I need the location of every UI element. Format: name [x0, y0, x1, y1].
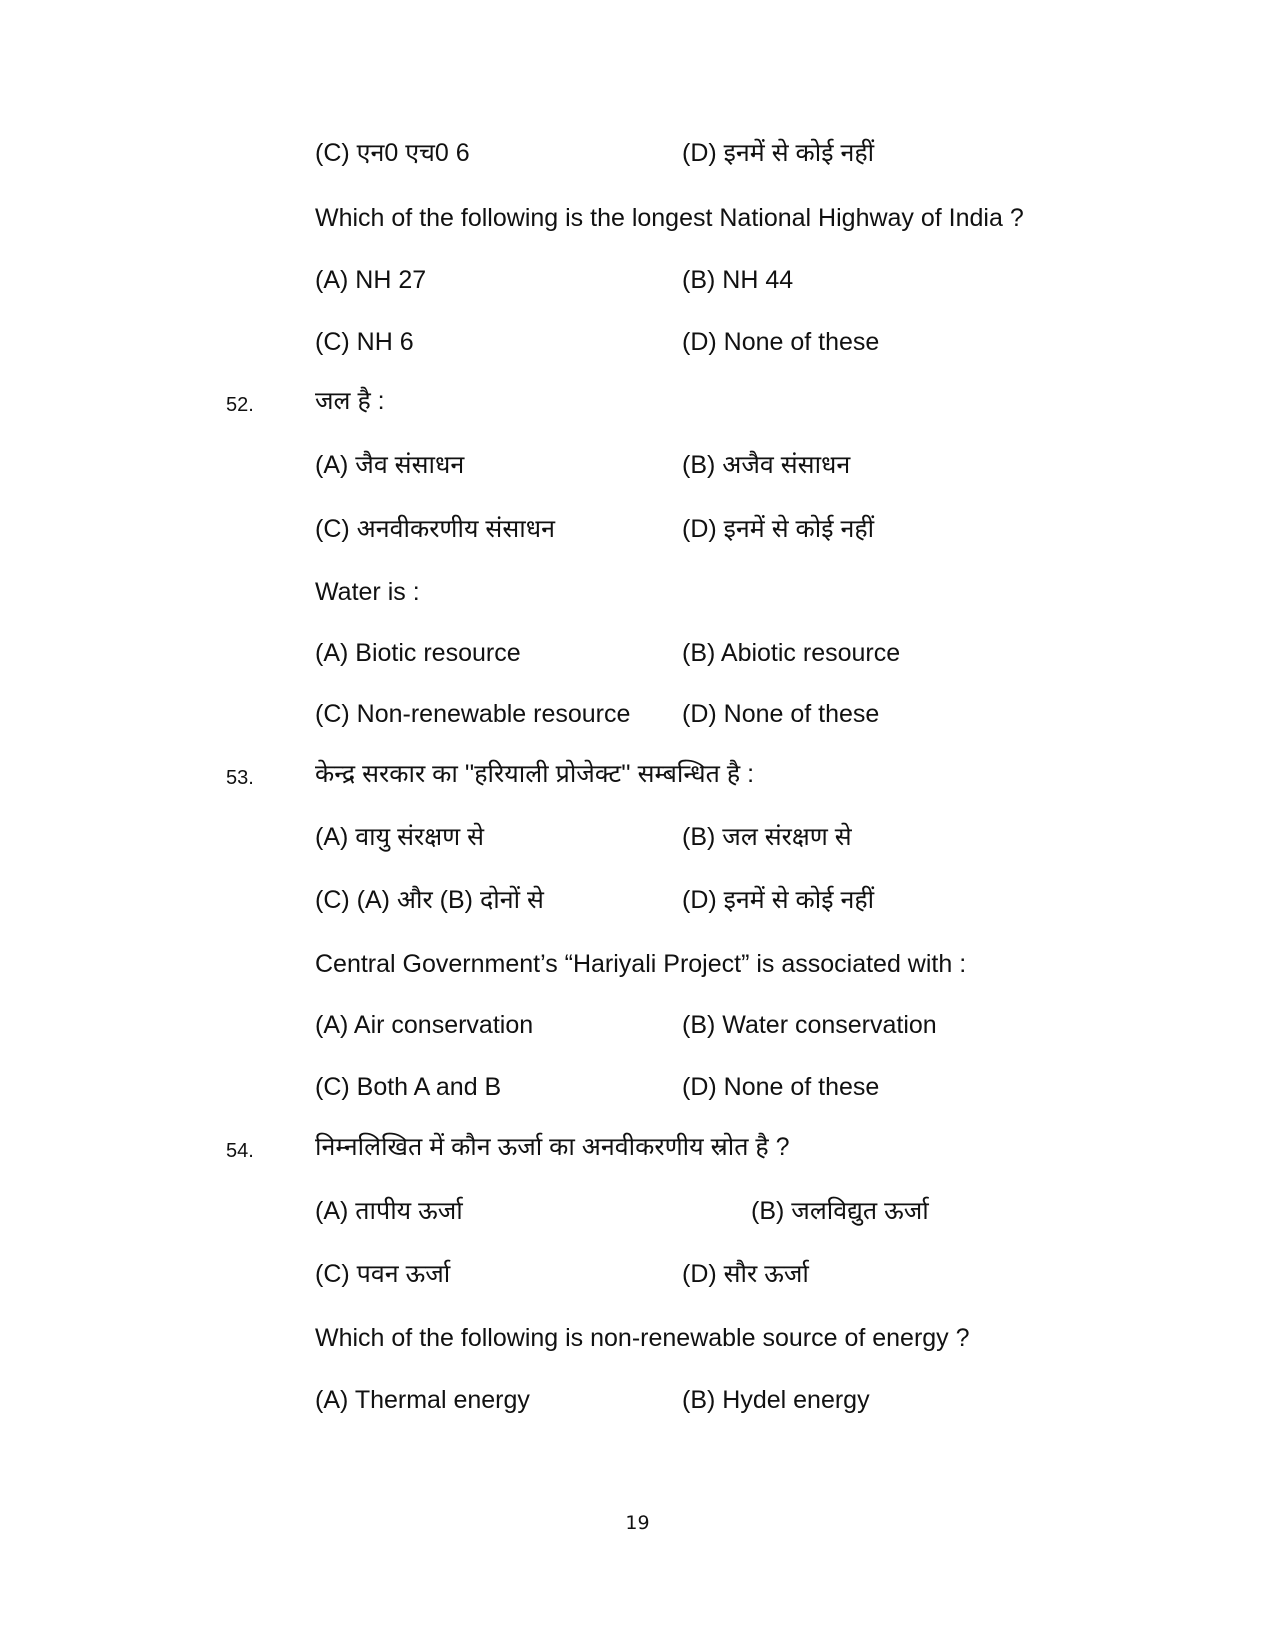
option-d: (D) None of these — [682, 328, 880, 356]
option-a: (A) Thermal energy — [315, 1386, 530, 1414]
option-b: (B) Hydel energy — [682, 1386, 870, 1414]
option-c: (C) Both A and B — [315, 1073, 502, 1101]
option-row — [315, 445, 1215, 485]
option-row — [315, 260, 1215, 300]
question-number: 53. — [226, 767, 254, 789]
question-number: 54. — [226, 1140, 254, 1162]
option-c: (C) अनवीकरणीय संसाधन — [315, 515, 555, 543]
option-a: (A) Air conservation — [315, 1011, 534, 1039]
question-text: Which of the following is non-renewable source of energy ? — [315, 1324, 970, 1352]
option-a: (A) Biotic resource — [315, 639, 521, 667]
option-a: (A) वायु संरक्षण से — [315, 823, 485, 851]
option-row — [315, 509, 1215, 549]
option-d: (D) इनमें से कोई नहीं — [682, 886, 875, 914]
option-row — [315, 633, 1215, 673]
option-d: (D) इनमें से कोई नहीं — [682, 515, 875, 543]
option-row — [315, 1191, 1215, 1231]
option-row — [315, 133, 1215, 173]
option-row — [315, 880, 1215, 920]
option-row — [315, 1254, 1215, 1294]
page-number: 19 — [625, 1512, 650, 1534]
option-row — [315, 1380, 1215, 1420]
option-d: (D) सौर ऊर्जा — [682, 1260, 809, 1288]
question-text: Central Government’s “Hariyali Project” is associated with : — [315, 950, 967, 978]
option-a: (A) NH 27 — [315, 266, 427, 294]
question-text: Water is : — [315, 578, 420, 606]
option-c: (C) NH 6 — [315, 328, 414, 356]
option-b: (B) Water conservation — [682, 1011, 937, 1039]
option-row — [315, 1067, 1215, 1107]
option-row — [315, 322, 1215, 362]
option-b: (B) अजैव संसाधन — [682, 451, 851, 479]
option-d: (D) None of these — [682, 1073, 880, 1101]
question-text: निम्नलिखित में कौन ऊर्जा का अनवीकरणीय स्रोत है ? — [315, 1133, 790, 1161]
option-d: (D) इनमें से कोई नहीं — [682, 139, 875, 167]
question-text: जल है : — [315, 387, 385, 415]
option-b: (B) जलविद्युत ऊर्जा — [751, 1197, 929, 1225]
option-d: (D) None of these — [682, 700, 880, 728]
option-a: (A) जैव संसाधन — [315, 451, 465, 479]
option-b: (B) Abiotic resource — [682, 639, 901, 667]
option-row — [315, 817, 1215, 857]
option-c: (C) (A) और (B) दोनों से — [315, 886, 544, 914]
question-text: Which of the following is the longest National Highway of India ? — [315, 204, 1024, 232]
option-row — [315, 1005, 1215, 1045]
option-c: (C) पवन ऊर्जा — [315, 1260, 451, 1288]
question-number: 52. — [226, 394, 254, 416]
option-c: (C) Non-renewable resource — [315, 700, 631, 728]
option-c: (C) एन0 एच0 6 — [315, 139, 470, 167]
option-a: (A) तापीय ऊर्जा — [315, 1197, 463, 1225]
option-b: (B) जल संरक्षण से — [682, 823, 852, 851]
question-text: केन्द्र सरकार का ''हरियाली प्रोजेक्ट'' सम्बन्धित है : — [315, 760, 755, 788]
option-row — [315, 694, 1215, 734]
option-b: (B) NH 44 — [682, 266, 794, 294]
